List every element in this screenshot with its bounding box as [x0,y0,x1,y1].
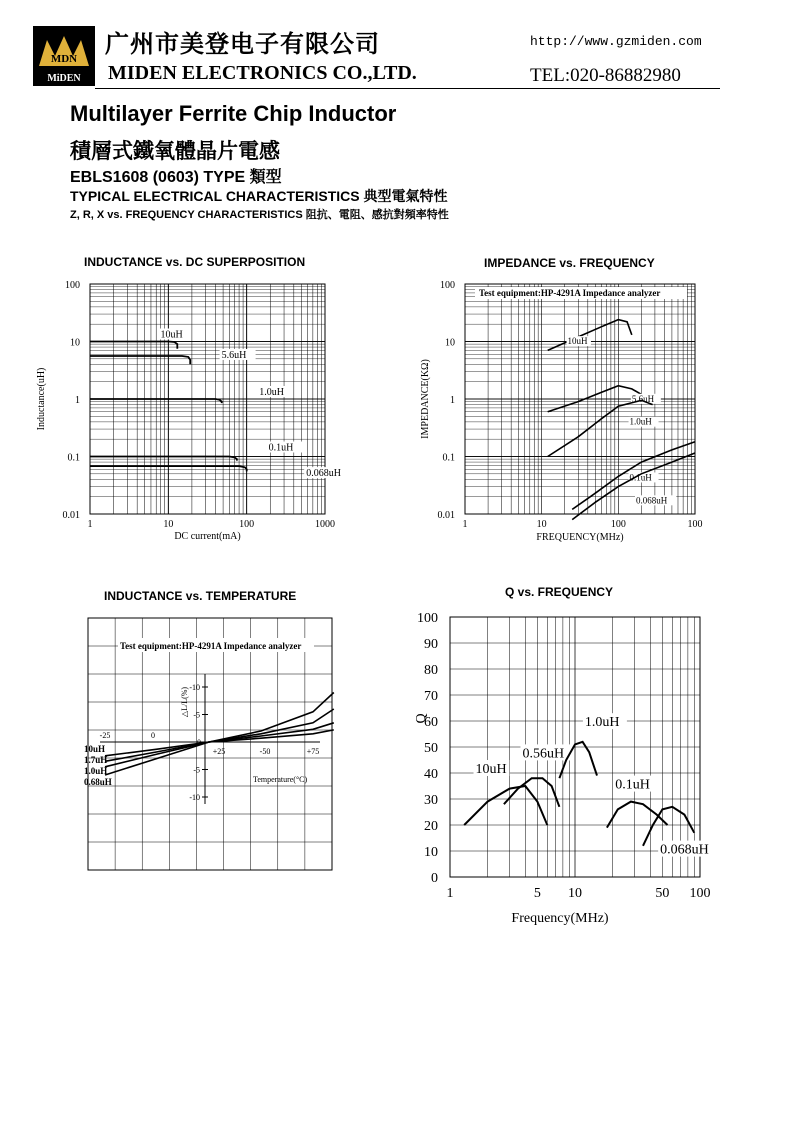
x-tick-label: 10 [568,886,582,901]
y-tick-label: -10 [189,683,200,692]
series-label-10uH: 10uH [84,744,106,754]
y-axis-label: Q [414,713,429,724]
chart-title-inductance-dc: INDUCTANCE vs. DC SUPERPOSITION [84,255,306,269]
series-label-5.6uH: 5.6uH [221,349,247,361]
series-label-0.1uH: 0.1uH [268,442,294,454]
series-line-0.068uH [572,453,695,520]
x-tick-label: 5 [533,886,541,901]
y-tick-label: 0.1 [442,452,455,464]
miden-logo [33,26,95,86]
y-tick-label: 30 [424,793,438,808]
chart-title-inductance-temp: INDUCTANCE vs. TEMPERATURE [104,589,297,603]
y-axis-label: IMPEDANCE(KΩ) [420,359,431,439]
x-tick-label: 100 [687,519,703,530]
company-tel: TEL:020-86882980 [530,65,681,86]
x-tick-label: 100 [689,886,711,901]
y-axis-label: △L/L(%) [180,686,189,718]
impedance-freq-chart [410,272,720,552]
page-title: Multilayer Ferrite Chip Inductor [70,101,397,126]
y-tick-label: 0 [431,871,438,886]
company-name-en: MIDEN ELECTRONICS CO.,LTD. [108,62,417,84]
series-label-10uH: 10uH [475,762,507,777]
x-tick-label: 10 [536,519,547,530]
y-tick-label: 80 [424,663,438,678]
series-label-1.0uH: 1.0uH [584,715,620,731]
series-line-0.56uH [504,778,560,807]
section-heading: TYPICAL ELECTRICAL CHARACTERISTICS 典型電氣特性 [70,188,448,204]
series-label-0.1uH: 0.1uH [629,472,652,483]
y-tick-label: 0 [197,738,201,747]
y-tick-label: 90 [424,637,438,652]
x-tick-label: +75 [306,747,320,756]
series-label-0.068uH: 0.068uH [306,468,341,480]
series-label-1.0uH: 1.0uH [84,766,108,776]
y-tick-label: 70 [424,689,438,704]
series-label-0.56uH: 0.56uH [522,746,565,762]
series-line-1.0uH [105,723,334,767]
chart-title-q-freq: Q vs. FREQUENCY [505,585,614,599]
part-number: EBLS1608 (0603) TYPE 類型 [70,169,282,186]
y-tick-label: 10 [424,845,438,860]
x-axis-label: Frequency(MHz) [511,911,609,926]
x-tick-label: 100 [239,519,255,530]
series-label-10uH: 10uH [567,336,588,347]
y-tick-label: 20 [424,819,438,834]
series-label-1.7uH: 1.7uH [84,755,108,765]
inductance-temp-chart [70,612,340,882]
series-label-0.68uH: 0.68uH [84,777,112,787]
test-equipment-annotation: Test equipment:HP-4291A Impedance analyzer [120,641,302,651]
series-label-5.6uH: 5.6uH [631,393,655,404]
series-line-0.1uH [90,457,237,461]
y-tick-label: 1 [75,395,80,406]
series-line-1.0uH [90,399,222,403]
y-tick-label: 1 [450,395,455,406]
series-line-0.068uH [643,807,694,846]
x-tick-label: 10 [163,519,174,530]
x-axis-label: FREQUENCY(MHz) [536,532,624,543]
y-tick-label: 0.01 [62,510,80,521]
series-label-0.1uH: 0.1uH [615,777,650,793]
y-axis-label: Inductance(uH) [36,367,47,431]
series-line-5.6uH [90,356,190,364]
x-tick-label: +25 [212,747,226,756]
y-tick-label: 40 [424,767,438,782]
chart-title-impedance-freq: IMPEDANCE vs. FREQUENCY [484,256,655,270]
x-tick-label: 100 [610,519,626,530]
y-tick-label: 100 [65,280,80,291]
logo-subtext: MiDEN [47,73,81,84]
x-tick-label: 1000 [315,519,335,530]
y-tick-label: 100 [440,280,455,291]
series-label-1.0uH: 1.0uH [259,387,284,398]
y-tick-label: 50 [424,741,438,756]
company-name-cn: 广州市美登电子有限公司 [105,29,380,58]
inductance-dc-chart [30,272,350,552]
y-tick-label: -5 [193,765,200,775]
x-tick-label: 50 [655,886,670,901]
plot-frame [88,618,332,870]
series-label-1.0uH: 1.0uH [629,416,652,427]
section-subheading: Z, R, X vs. FREQUENCY CHARACTERISTICS 阻抗、電阻、感抗對頻率特性 [70,209,449,221]
x-axis-label: Temperature(°C) [253,775,308,784]
y-tick-label: 0.01 [437,510,455,521]
x-tick-label: -25 [99,731,111,740]
series-label-0.068uH: 0.068uH [660,842,709,858]
x-tick-label: 0 [151,731,155,740]
y-tick-label: 0.1 [67,452,80,464]
header-divider [95,88,720,89]
logo-text: MDN [50,53,78,65]
series-line-10uH [464,786,547,825]
y-tick-label: 10 [70,337,80,349]
company-url: http://www.gzmiden.com [530,34,702,49]
x-tick-label: 1 [462,519,468,530]
x-tick-label: 1 [87,519,93,530]
y-tick-label: 100 [417,611,438,626]
series-line-10uH [90,342,177,349]
test-equipment-annotation: Test equipment:HP-4291A Impedance analyzer [479,288,661,298]
y-tick-label: -10 [189,793,200,802]
series-line-1.0uH [548,400,653,456]
y-tick-label: -5 [193,710,200,720]
q-freq-chart [405,605,725,940]
series-label-0.068uH: 0.068uH [636,495,668,506]
x-tick-label: 1 [446,886,454,901]
page-title-cn: 積層式鐵氧體晶片電感 [70,139,280,163]
x-tick-label: -50 [259,747,271,756]
x-axis-label: DC current(mA) [174,531,241,542]
series-label-10uH: 10uH [160,329,183,341]
y-tick-label: 60 [424,715,438,730]
y-tick-label: 10 [445,337,455,349]
